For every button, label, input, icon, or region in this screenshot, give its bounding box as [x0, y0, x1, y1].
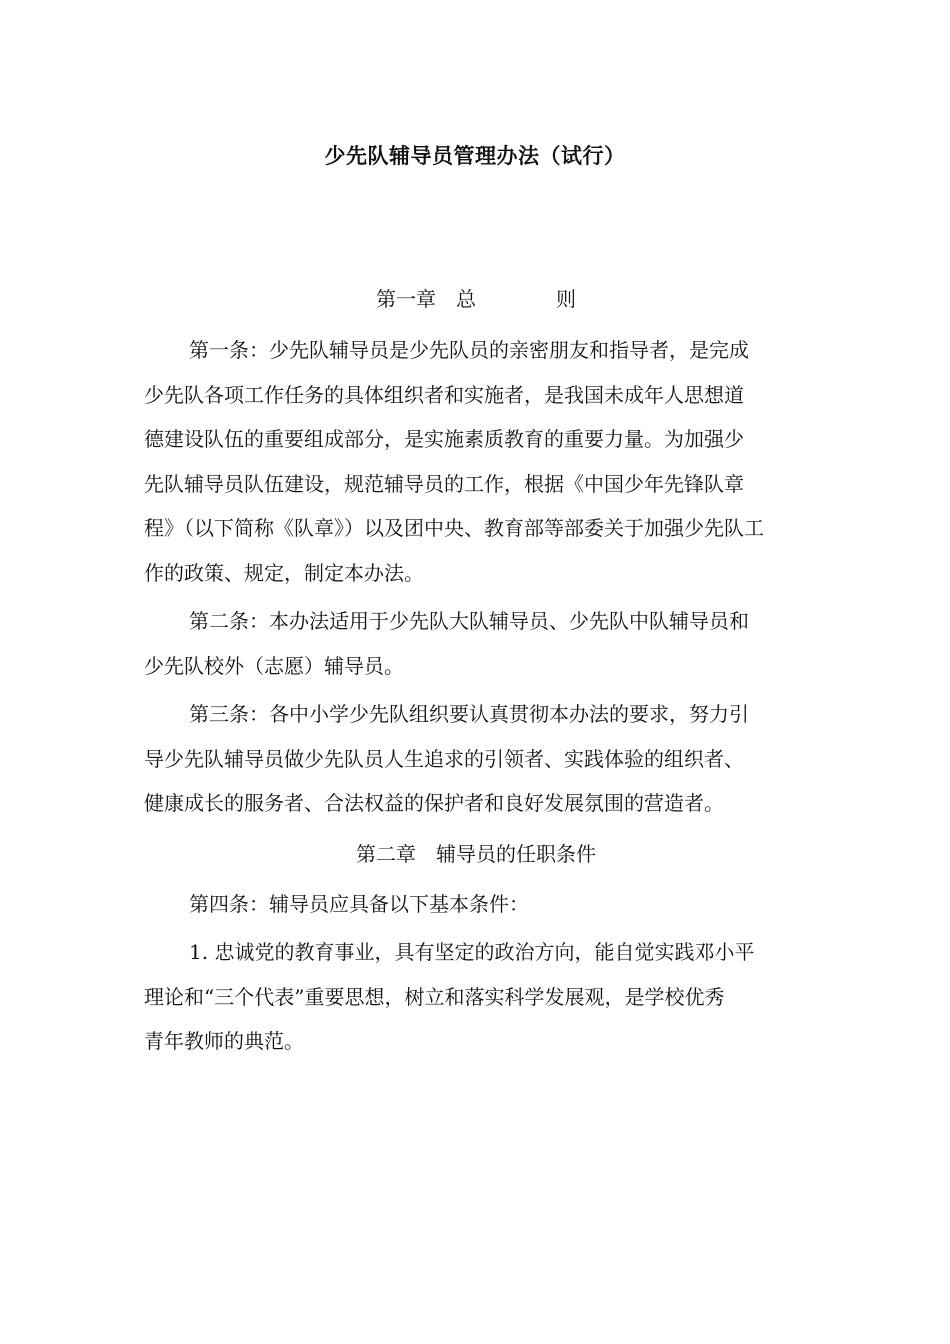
article-1-line: 德建设队伍的重要组成部分，是实施素质教育的重要力量。为加强少: [144, 427, 744, 451]
chapter-2-heading: 第二章 辅导员的任职条件: [356, 841, 596, 866]
article-4: [144, 882, 808, 927]
article-2-line: 第二条：本办法适用于少先队大队辅导员、少先队中队辅导员和: [189, 609, 749, 633]
item-1-line: 1. 忠诚党的教育事业，具有坚定的政治方向，能自觉实践邓小平: [189, 940, 755, 964]
article-3-line: 第三条：各中小学少先队组织要认真贯彻本办法的要求，努力引: [189, 702, 749, 726]
chapter-1-heading: 第一章 总 则: [376, 287, 576, 311]
article-4-line: 第四条：辅导员应具备以下基本条件：: [189, 891, 529, 916]
article-1: [144, 328, 808, 595]
article-1-line: 先队辅导员队伍建设，规范辅导员的工作，根据《中国少年先锋队章: [144, 471, 744, 496]
article-1-line: 第一条：少先队辅导员是少先队员的亲密朋友和指导者，是完成: [189, 338, 749, 362]
article-3-line: 导少先队辅导员做少先队员人生追求的引领者、实践体验的组织者、: [144, 746, 744, 771]
article-1-line: 程》（以下简称《队章》）以及团中央、教育部等部委关于加强少先队工: [144, 516, 764, 540]
article-2-line: 少先队校外（志愿）辅导员。: [144, 653, 404, 678]
document-title: 少先队辅导员管理办法（试行）: [324, 144, 626, 168]
article-1-line: 作的政策、规定，制定本办法。: [144, 560, 424, 585]
document-body: [144, 282, 808, 1068]
article-3: [144, 692, 808, 826]
article-3-line: 健康成长的服务者、合法权益的保护者和良好发展氛围的营造者。: [144, 791, 724, 815]
item-1-line: 青年教师的典范。: [144, 1029, 304, 1053]
item-1-line: 理论和“三个代表”重要思想，树立和落实科学发展观，是学校优秀: [144, 984, 725, 1009]
article-2: [144, 599, 808, 688]
item-1: [144, 930, 808, 1064]
article-1-line: 少先队各项工作任务的具体组织者和实施者，是我国未成年人思想道: [144, 382, 744, 407]
